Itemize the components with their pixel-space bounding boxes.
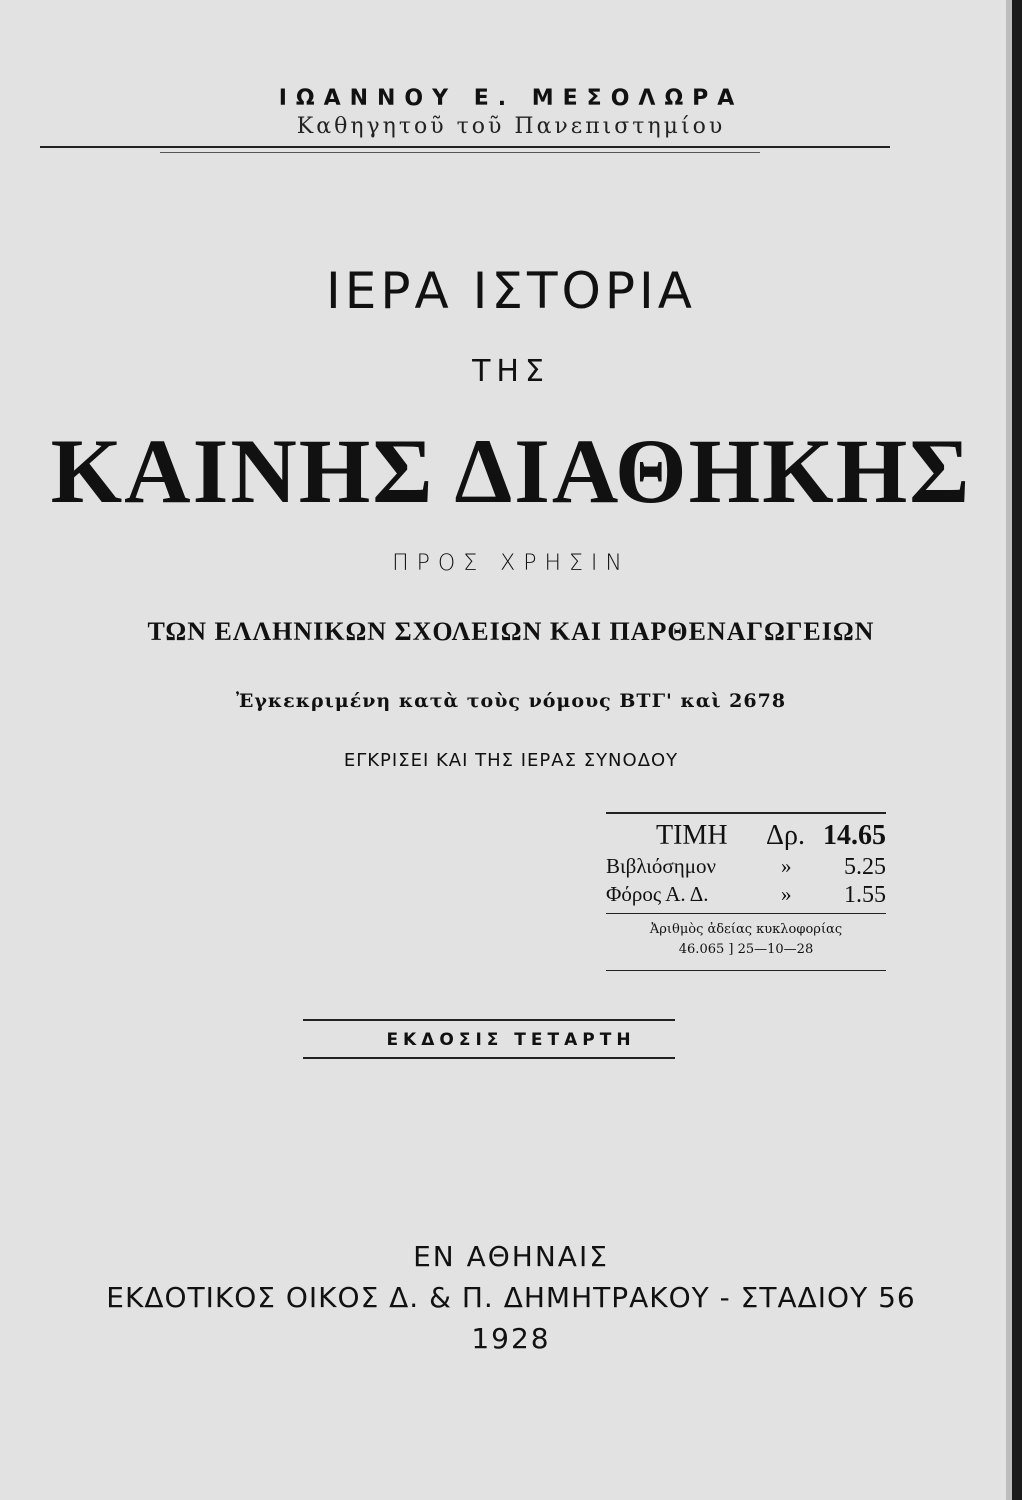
header-rule (40, 146, 890, 148)
edition-rule-top (303, 1019, 675, 1021)
title-line-1: ΙΕΡΑ ΙΣΤΟΡΙΑ (326, 262, 696, 320)
tax-value: 1.55 (844, 882, 886, 908)
edition-line: ΕΚΔΟΣΙΣ ΤΕΤΑΡΤΗ (386, 1030, 636, 1050)
stamp-unit: » (781, 854, 792, 878)
edition-rule-bottom (303, 1057, 675, 1059)
permit-line-1: Ἀριθμὸς ἀδείας κυκλοφορίας (649, 922, 843, 937)
author-role: Καθηγητοῦ τοῦ Πανεπιστημίου (296, 114, 726, 139)
purpose-line: ΠΡΟΣ ΧΡΗΣΙΝ (392, 551, 630, 576)
price-rule-bottom (606, 970, 886, 971)
schools-line: ΤΩΝ ΕΛΛΗΝΙΚΩΝ ΣΧΟΛΕΙΩΝ ΚΑΙ ΠΑΡΘΕΝΑΓΩΓΕΙΩΝ (147, 617, 875, 646)
synod-line: ΕΓΚΡΙΣΕΙ ΚΑΙ ΤΗΣ ΙΕΡΑΣ ΣΥΝΟΔΟΥ (343, 750, 679, 771)
year-line: 1928 (471, 1322, 551, 1355)
title-line-3: ΚΑΙΝΗΣ ΔΙΑΘΗΚΗΣ (50, 420, 972, 522)
city-line: ΕΝ ΑΘΗΝΑΙΣ (413, 1240, 609, 1273)
tax-unit: » (781, 882, 792, 906)
price-value: 14.65 (823, 820, 886, 851)
price-label: ΤΙΜΗ (656, 820, 728, 851)
title-line-2: ΤΗΣ (472, 354, 550, 389)
approval-line: Ἐγκεκριμένη κατὰ τοὺς νόμους ΒΤΓ' καὶ 2678 (235, 690, 787, 712)
author-name: ΙΩΑΝΝΟΥ Ε. ΜΕΣΟΛΩΡΑ (278, 86, 744, 111)
price-rule-mid (606, 913, 886, 914)
publisher-line: ΕΚΔΟΤΙΚΟΣ ΟΙΚΟΣ Δ. & Π. ΔΗΜΗΤΡΑΚΟΥ - ΣΤΑΔΙΟΥ 56 (106, 1281, 916, 1314)
stamp-value: 5.25 (844, 854, 886, 880)
price-row-stamp (606, 854, 886, 880)
permit-line-2: 46.065 ] 25—10—28 (678, 942, 814, 957)
price-rule-top (606, 812, 886, 814)
tax-label: Φόρος Α. Δ. (606, 882, 709, 906)
header-rule-thin (160, 152, 760, 153)
price-row-total (606, 820, 886, 852)
stamp-label: Βιβλιόσημον (606, 854, 716, 878)
price-unit: Δρ. (766, 820, 805, 851)
price-row-tax (606, 882, 886, 908)
